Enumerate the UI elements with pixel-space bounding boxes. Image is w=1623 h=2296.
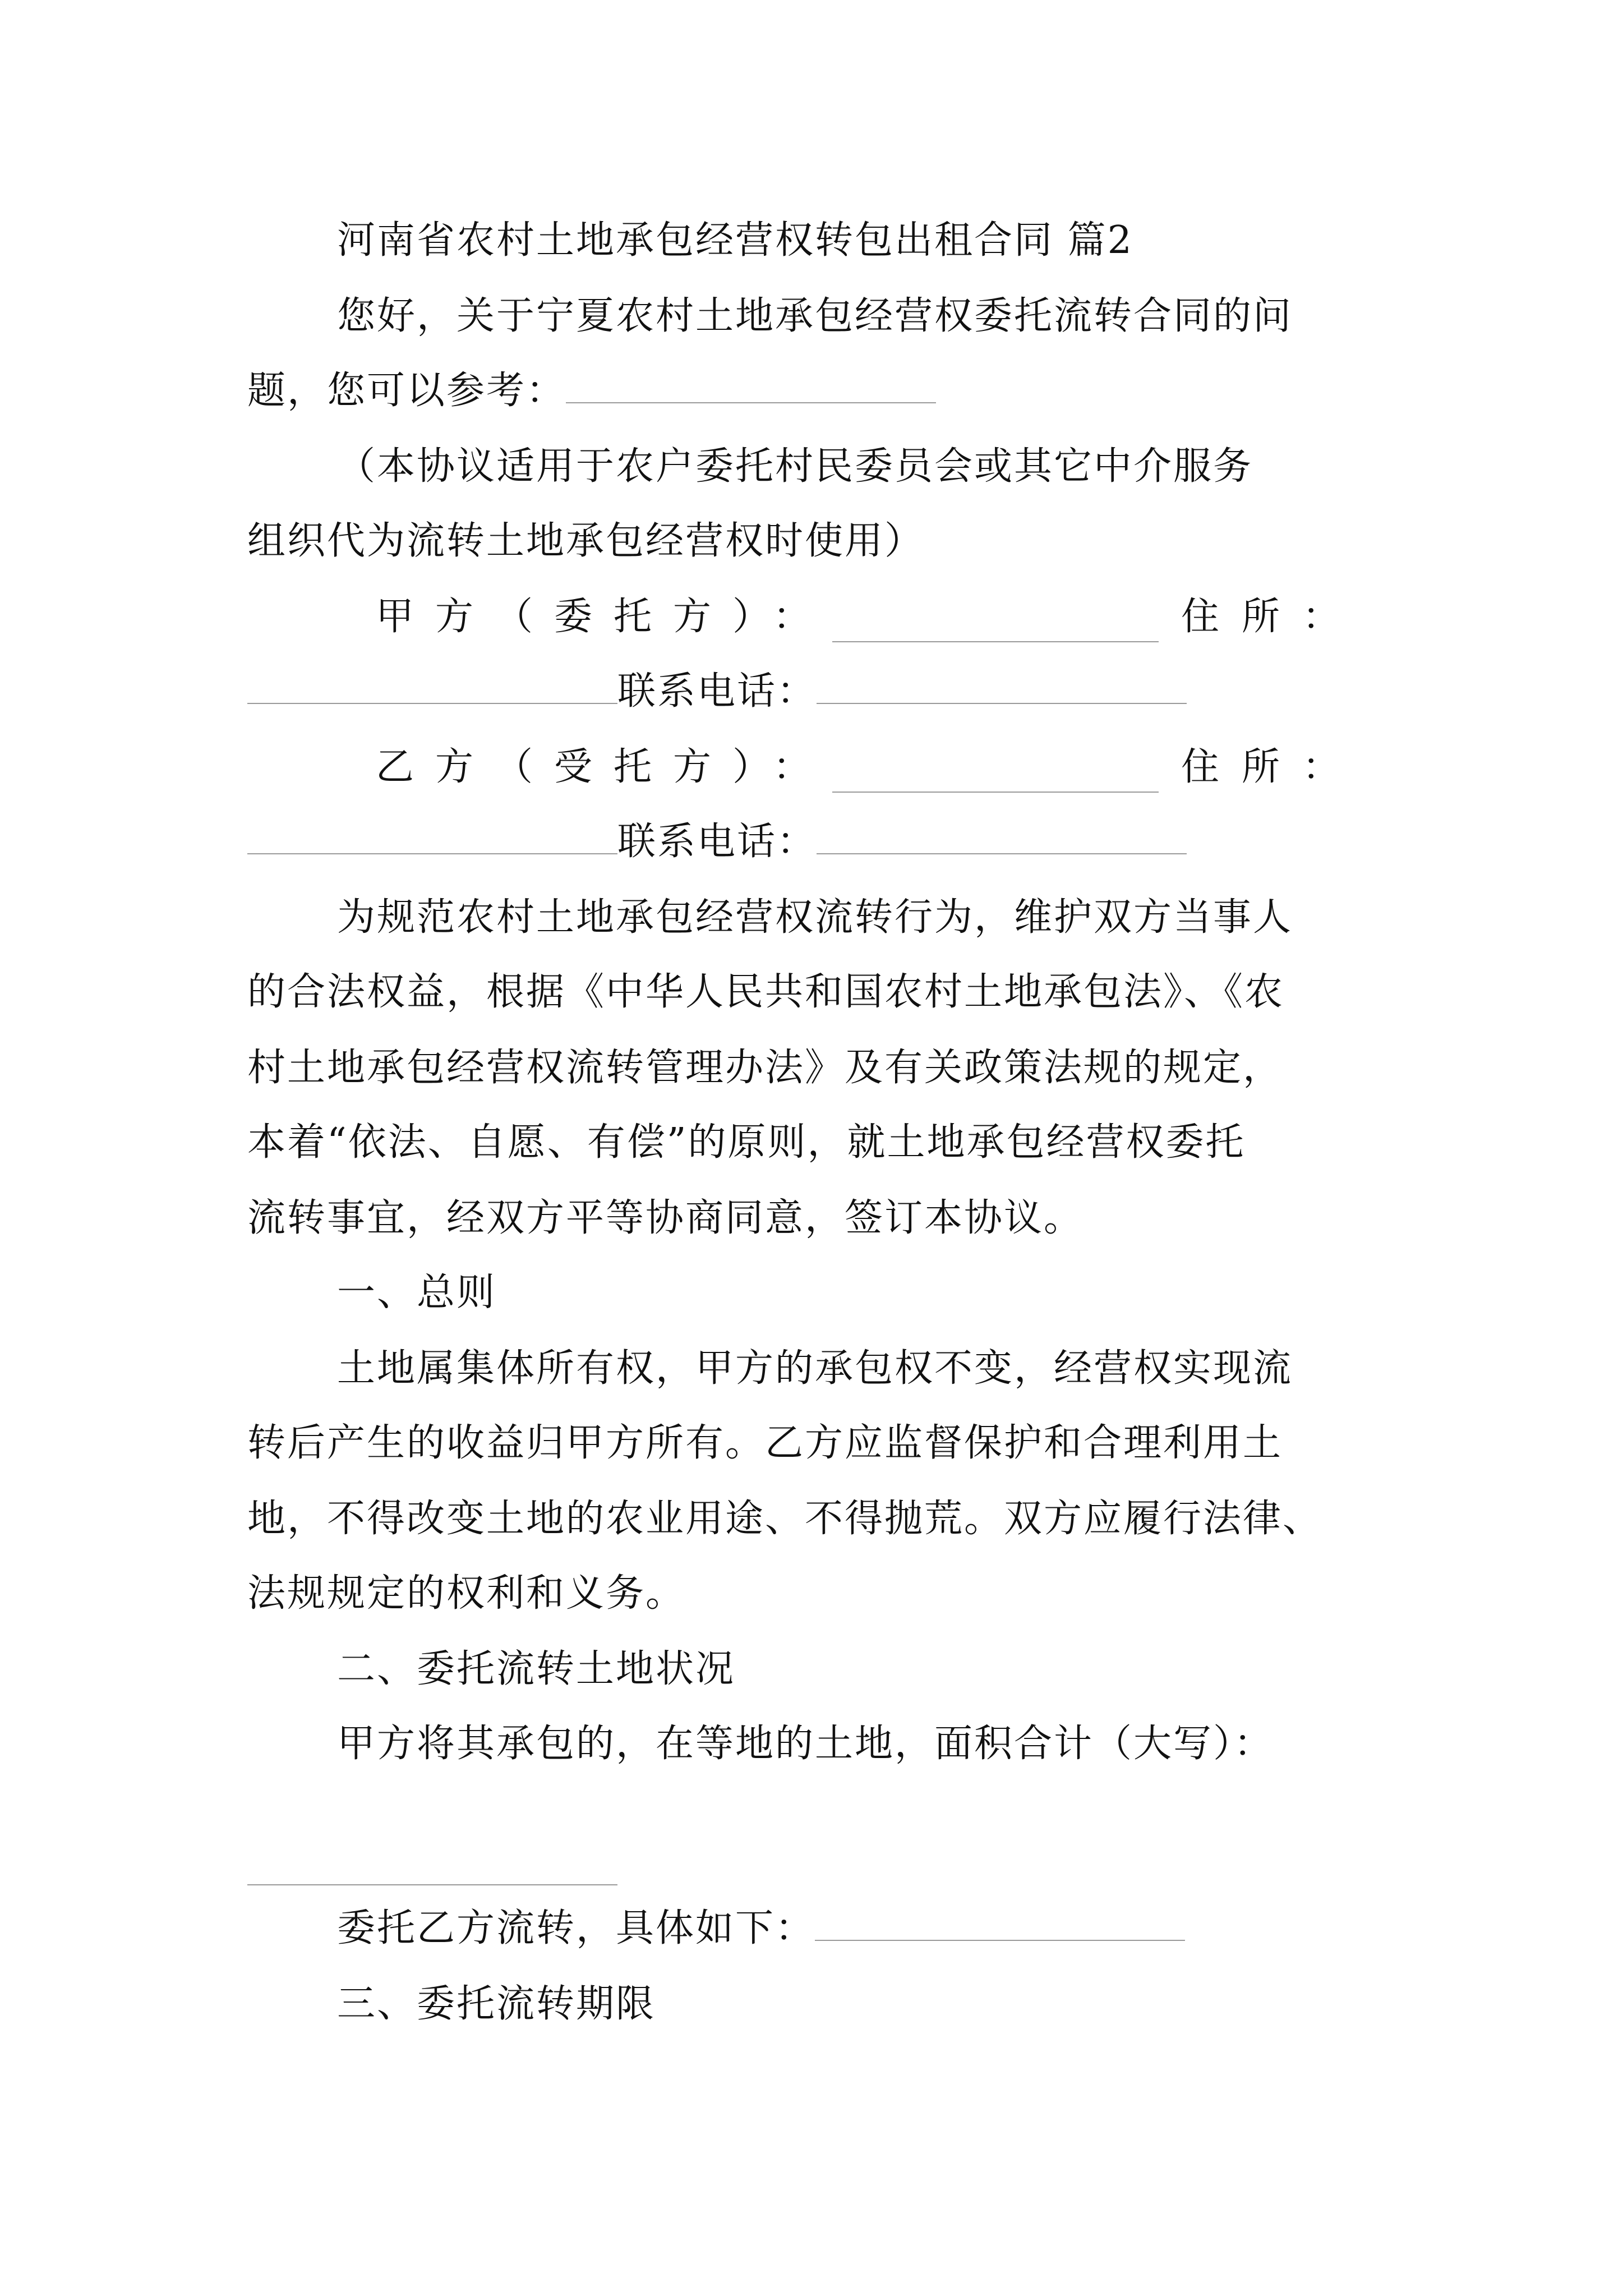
party-a-label: 甲方（委托方）： [376,595,833,639]
section-1-line-2: 转后产生的收益归甲方所有。乙方应监督保护和合理利用土 [247,1421,1283,1465]
party-b-phone-blank [817,818,1187,854]
document-title: 河南省农村土地承包经营权转包出租合同 篇2 [337,218,1133,263]
section-1-line-4: 法规规定的权利和义务。 [247,1571,686,1616]
party-a-address-label: 住所： [1181,595,1363,639]
party-b-phone-row [247,817,1391,867]
intro-line-1: 您好，关于宁夏农村土地承包经营权委托流转合同的问 [337,294,1293,338]
party-a-row [376,592,1363,642]
section-2-heading: 二、委托流转土地状况 [337,1647,736,1691]
section-3-heading: 三、委托流转期限 [337,1982,656,2026]
section-2-text: 委托乙方流转，具体如下： [337,1906,815,1950]
intro-text: 题，您可以参考： [247,369,566,413]
party-b-phone-label: 联系电话： [617,820,817,864]
party-b-label: 乙方（受托方）： [376,745,833,789]
party-b-row [376,742,1363,793]
party-a-phone-blank [817,668,1187,704]
section-1-line-3: 地，不得改变土地的农业用途、不得抛荒。双方应履行法律、 [247,1497,1323,1541]
party-b-name-blank [832,757,1159,793]
section-2-line-1: 甲方将其承包的，在等地的土地，面积合计（大写）： [337,1722,1274,1766]
scope-note-line-2: 组织代为流转土地承包经营权时使用） [247,519,925,563]
party-a-phone-row [247,666,1391,717]
intro-line-2 [247,366,1391,416]
section-1-line-1: 土地属集体所有权，甲方的承包权不变，经营权实现流 [337,1346,1293,1391]
party-b-address-label: 住所： [1181,745,1363,789]
preamble-line-4: 本着“依法、自愿、有偿”的原则，就土地承包经营权委托 [247,1120,1246,1165]
party-a-phone-label: 联系电话： [617,669,817,714]
section-1-heading: 一、总则 [337,1271,497,1315]
party-b-address-blank [247,818,617,854]
reference-blank [566,367,936,403]
details-blank [815,1905,1185,1941]
preamble-line-3: 村土地承包经营权流转管理办法》及有关政策法规的规定， [247,1046,1283,1090]
scope-note-line-1: （本协议适用于农户委托村民委员会或其它中介服务 [337,444,1253,489]
area-blank [247,1884,617,1885]
preamble-line-5: 流转事宜，经双方平等协商同意，签订本协议。 [247,1196,1084,1240]
preamble-line-2: 的合法权益，根据《中华人民共和国农村土地承包法》、《农 [247,970,1285,1014]
party-a-address-blank [247,668,617,704]
party-a-name-blank [832,606,1159,642]
section-2-line-2 [337,1903,1481,1954]
preamble-line-1: 为规范农村土地承包经营权流转行为，维护双方当事人 [337,895,1293,940]
